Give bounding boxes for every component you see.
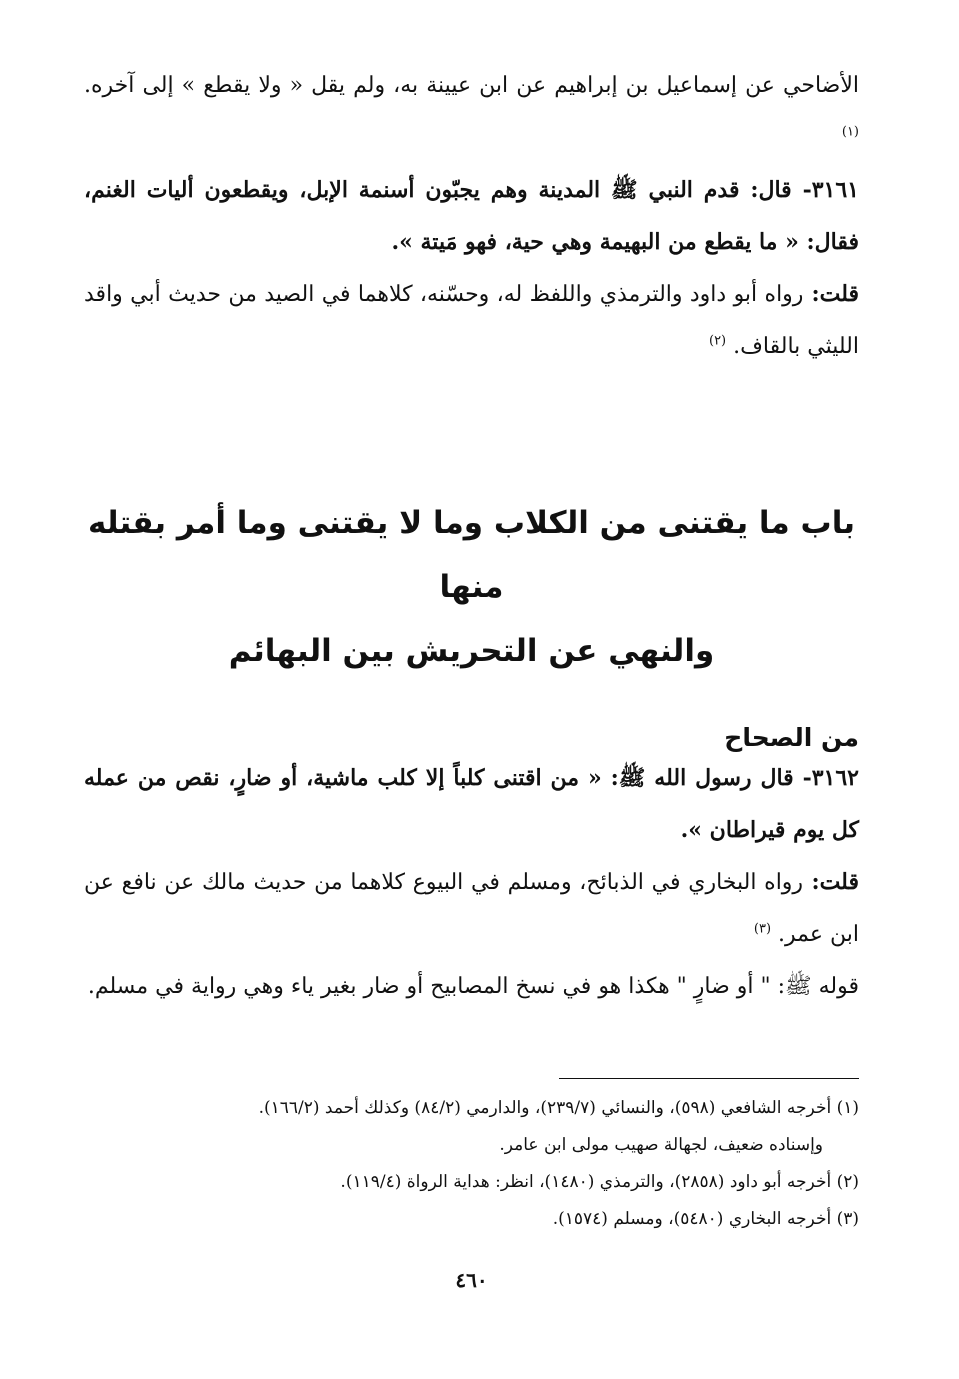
comment-text: رواه أبو داود والترمذي واللفظ له، وحسّنه، كلاهما في الصيد من حديث أبي واقد الليثي بالقاف. xyxy=(84,282,859,359)
footnote-1-continued: وإسناده ضعيف، لجهالة صهيب مولى ابن عامر. xyxy=(499,1135,823,1155)
page-content xyxy=(84,60,859,1379)
comment-label: قلت: xyxy=(803,869,859,895)
comment-label: قلت: xyxy=(803,281,859,307)
section-subheading: من الصحاح xyxy=(724,723,859,752)
footnotes xyxy=(84,1090,859,1238)
hadith-number: ٣١٦١- xyxy=(791,177,859,203)
chapter-title-line-2: والنهي عن التحريش بين البهائم xyxy=(228,633,715,669)
spacer xyxy=(84,373,859,491)
footnote-marker[interactable]: (٢) xyxy=(708,333,727,349)
comment-3161 xyxy=(84,268,859,373)
hadith-number: ٣١٦٢- xyxy=(793,765,859,791)
hadith-text: قال: قدم النبي ﷺ المدينة وهم يجبّون أسنمة الإبل، ويقطعون أليات الغنم، فقال: « ما يقطع من البهيمة وهي حية، فهو مَيتة ». xyxy=(84,177,859,255)
hadith-3161 xyxy=(84,164,859,268)
comment-text: رواه البخاري في الذبائح، ومسلم في البيوع كلاهما من حديث مالك عن نافع عن ابن عمر. xyxy=(84,870,859,947)
chapter-title xyxy=(84,491,859,683)
comment-3162 xyxy=(84,856,859,961)
hadith-text: قال رسول الله ﷺ: « من اقتنى كلباً إلا كلب ماشية، أو ضارٍ، نقص من عمله كل يوم قيراطان ». xyxy=(84,765,859,843)
footnote-3: (٣) أخرجه البخاري (٥٤٨٠)، ومسلم (١٥٧٤). xyxy=(552,1209,859,1229)
footnote-2: (٢) أخرجه أبو داود (٢٨٥٨)، والترمذي (١٤٨٠)، انظر: هداية الرواة (١١٩/٤). xyxy=(340,1172,859,1192)
paragraph-continued xyxy=(84,60,859,164)
spacer xyxy=(84,683,859,723)
hadith-3162 xyxy=(84,752,859,856)
page-number: ٤٦٠ xyxy=(455,1268,488,1292)
explanatory-note: قوله ﷺ: " أو ضارٍ " هكذا هو في نسخ المصابيح أو ضار بغير ياء وهي رواية في مسلم. xyxy=(87,974,859,999)
footnote-divider xyxy=(559,1078,859,1079)
footnote-1: (١) أخرجه الشافعي (٥٩٨)، والنسائي (٢٣٩/٧)، والدارمي (٨٤/٢) وكذلك أحمد (١٦٦/٢). xyxy=(258,1098,859,1118)
footnote-marker[interactable]: (١) xyxy=(841,124,859,140)
paragraph-text: الأضاحي عن إسماعيل بن إبراهيم عن ابن عيينة به، ولم يقل « ولا يقطع » إلى آخره. xyxy=(84,73,859,98)
footnote-marker[interactable]: (٣) xyxy=(753,921,772,937)
chapter-title-line-1: باب ما يقتنى من الكلاب وما لا يقتنى وما أمر بقتله منها xyxy=(88,505,855,605)
